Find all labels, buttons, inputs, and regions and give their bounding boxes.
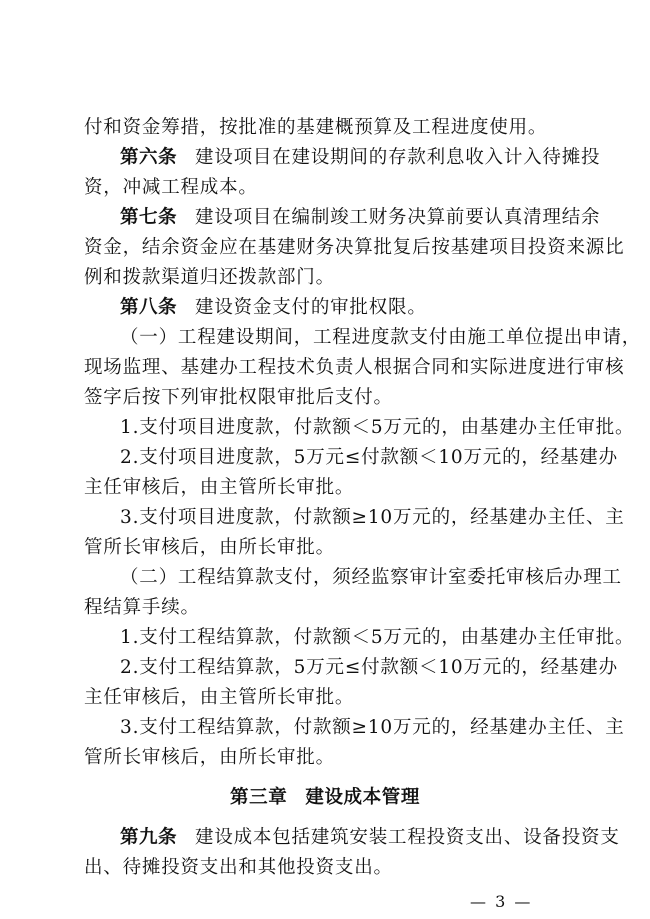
article-6-text: 建设项目在建设期间的存款利息收入计入待摊投 — [195, 147, 601, 168]
paragraph-line: 资金，结余资金应在基建财务决算批复后按基建项目投资来源比 — [84, 237, 625, 258]
article-7 — [120, 203, 601, 233]
article-9-title: 第九条 — [120, 827, 178, 848]
article-6 — [120, 143, 601, 173]
paragraph-line: 3.支付项目进度款，付款额≥10万元的，经基建办主任、主 — [120, 507, 625, 528]
paragraph-line: 资，冲减工程成本。 — [84, 177, 258, 198]
paragraph-line: 3.支付工程结算款，付款额≥10万元的，经基建办主任、主 — [120, 717, 625, 738]
paragraph-line: 付和资金筹措，按批准的基建概预算及工程进度使用。 — [84, 117, 548, 138]
paragraph-line: 1.支付工程结算款，付款额＜5万元的，由基建办主任审批。 — [120, 627, 635, 648]
paragraph-line: 管所长审核后，由所长审批。 — [84, 537, 335, 558]
paragraph-line: （二）工程结算款支付，须经监察审计室委托审核后办理工 — [120, 567, 622, 588]
paragraph-line: 主任审核后，由主管所长审批。 — [84, 477, 355, 498]
article-9 — [120, 823, 620, 853]
paragraph-line: 主任审核后，由主管所长审批。 — [84, 687, 355, 708]
chapter-number: 第三章 — [230, 787, 288, 808]
paragraph-line: 2.支付工程结算款，5万元≤付款额＜10万元的，经基建办 — [120, 657, 618, 678]
article-8-text: 建设资金支付的审批权限。 — [195, 297, 427, 318]
article-6-title: 第六条 — [120, 147, 178, 168]
paragraph-line: 例和拨款渠道归还拨款部门。 — [84, 267, 335, 288]
paragraph-line: 现场监理、基建办工程技术负责人根据合同和实际进度进行审核 — [84, 357, 625, 378]
article-7-text: 建设项目在编制竣工财务决算前要认真清理结余 — [195, 207, 601, 228]
chapter-title: 建设成本管理 — [305, 787, 420, 808]
chapter-heading — [0, 783, 650, 813]
article-9-text: 建设成本包括建筑安装工程投资支出、设备投资支 — [195, 827, 620, 848]
paragraph-line: 出、待摊投资支出和其他投资支出。 — [84, 857, 393, 878]
article-8-title: 第八条 — [120, 297, 178, 318]
article-8 — [120, 293, 566, 323]
paragraph-line: 1.支付项目进度款，付款额＜5万元的，由基建办主任审批。 — [120, 417, 635, 438]
paragraph-line: （一）工程建设期间，工程进度款支付由施工单位提出申请， — [120, 327, 642, 348]
paragraph-line: 2.支付项目进度款，5万元≤付款额＜10万元的，经基建办 — [120, 447, 618, 468]
article-7-title: 第七条 — [120, 207, 178, 228]
paragraph-line: 程结算手续。 — [84, 597, 200, 618]
paragraph-line: 签字后按下列审批权限审批后支付。 — [84, 387, 393, 408]
paragraph-line: 管所长审核后，由所长审批。 — [84, 747, 335, 768]
page-number: — 3 — — [470, 892, 533, 911]
